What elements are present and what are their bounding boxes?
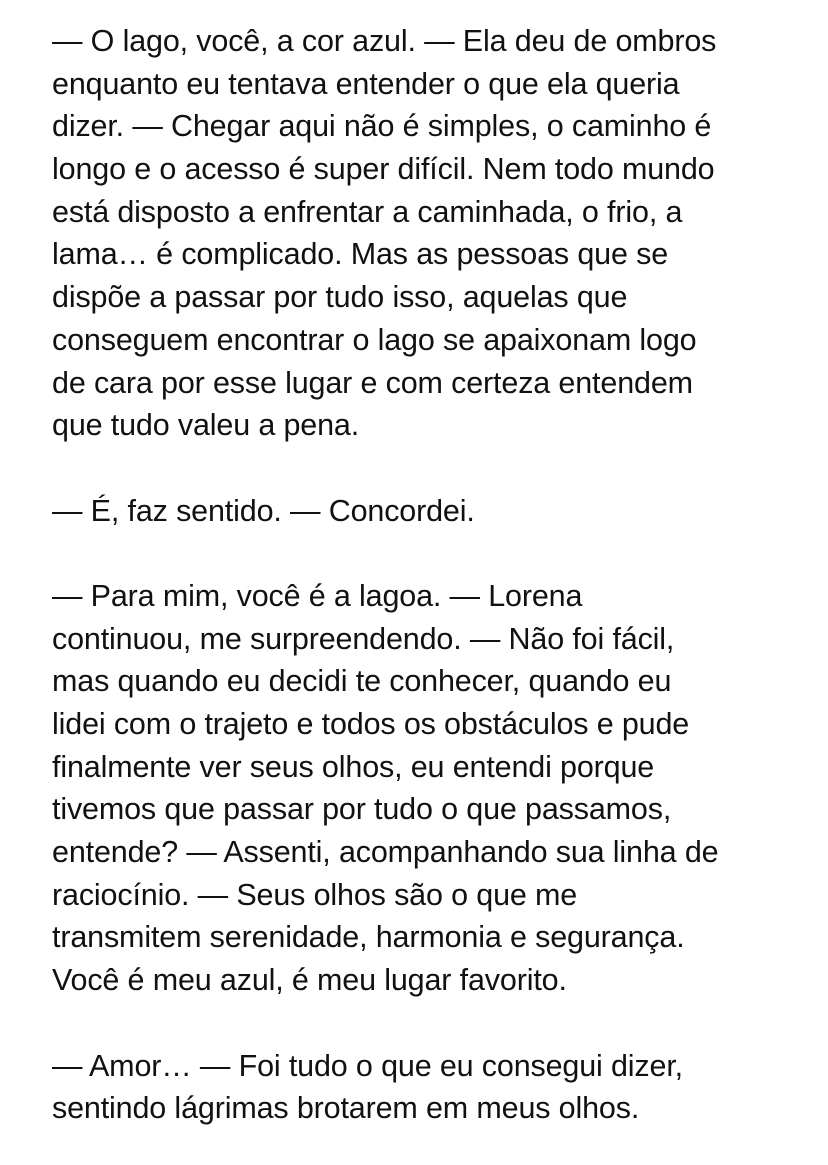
text-line: conseguem encontrar o lago se apaixonam logo: [52, 322, 697, 357]
paragraph-spacer: [52, 532, 788, 575]
paragraph-4: [52, 1045, 788, 1130]
text-line: tivemos que passar por tudo o que passamos,: [52, 792, 672, 827]
text-line: transmitem serenidade, harmonia e segurança.: [52, 920, 685, 955]
text-line: dispõe a passar por tudo isso, aquelas que: [52, 280, 628, 315]
text-line: finalmente ver seus olhos, eu entendi porque: [52, 749, 655, 784]
text-line: raciocínio. — Seus olhos são o que me: [52, 877, 578, 912]
text-line: — Para mim, você é a lagoa. — Lorena: [52, 578, 583, 613]
text-line: entende? — Assenti, acompanhando sua linha de: [52, 835, 719, 870]
text-line: dizer. — Chegar aqui não é simples, o caminho é: [52, 109, 712, 144]
text-line: mas quando eu decidi te conhecer, quando eu: [52, 664, 672, 699]
text-line: Você é meu azul, é meu lugar favorito.: [52, 963, 567, 998]
paragraph-2: [52, 490, 788, 533]
text-line: continuou, me surpreendendo. — Não foi fácil,: [52, 621, 675, 656]
text-line: lama… é complicado. Mas as pessoas que se: [52, 237, 669, 272]
text-line: — O lago, você, a cor azul. — Ela deu de ombros: [52, 24, 717, 58]
text-line: está disposto a enfrentar a caminhada, o frio, a: [52, 194, 683, 229]
text-line: — É, faz sentido. — Concordei.: [52, 493, 475, 528]
text-line: longo e o acesso é super difícil. Nem todo mundo: [52, 152, 715, 187]
paragraph-1: [52, 20, 788, 447]
text-line: de cara por esse lugar e com certeza entendem: [52, 365, 693, 400]
paragraph-spacer: [52, 447, 788, 490]
text-line: sentindo lágrimas brotarem em meus olhos.: [52, 1091, 640, 1126]
paragraph-3: [52, 575, 788, 1002]
text-line: — Amor… — Foi tudo o que eu consegui dizer,: [52, 1048, 683, 1083]
text-line: enquanto eu tentava entender o que ela queria: [52, 66, 680, 101]
paragraph-spacer: [52, 1002, 788, 1045]
text-line: que tudo valeu a pena.: [52, 408, 360, 443]
text-line: lidei com o trajeto e todos os obstáculos e pude: [52, 707, 690, 741]
